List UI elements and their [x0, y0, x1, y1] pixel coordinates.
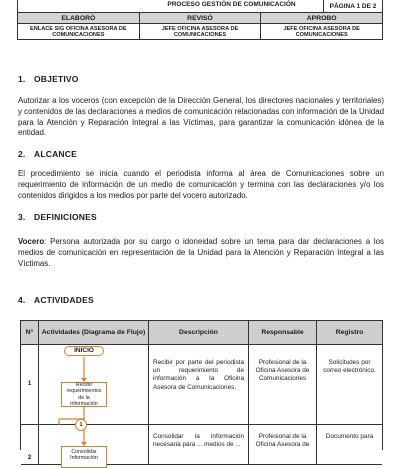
section-title-objetivo: 1. OBJETIVO [18, 74, 79, 84]
flow-connector-circle: 1 [75, 419, 87, 431]
section-title-definiciones: 3. DEFINICIONES [18, 212, 97, 222]
header-title-row [18, 0, 382, 13]
alcance-text: El procedimiento se inicia cuando el periodista informa al área de Comunicaciones sobre un requerimiento de información de un medio de comunicación y termina con las declaraciones y/o los contenidos dirigidos a los medios por parte del vocero autorizado. [18, 169, 384, 200]
process-name: PROCESO GESTIÓN DE COMUNICACIÓN [167, 1, 296, 8]
col-header-record: Registro [335, 328, 364, 336]
col-header-activities: Actividades (Diagrama de Flujo) [39, 321, 149, 344]
header-col-reviso: REVISÓ [140, 13, 262, 23]
row-responsible: Profesional de la Oficina Asesora de Comunicaciones [249, 345, 317, 424]
flow-step-box: Consolidar Información [61, 446, 107, 468]
definition-term: Vocero [18, 237, 45, 246]
page-indicator: PÁGINA 1 DE 2 [323, 0, 382, 12]
header-col-elaboro: ELABORÓ [18, 13, 140, 23]
section-title-actividades: 4. ACTIVIDADES [18, 295, 94, 305]
flow-cell [39, 345, 149, 424]
header-roles-row [18, 13, 382, 24]
table-header-row [21, 321, 382, 345]
header-col-aprobo: APROBO [306, 15, 337, 22]
row-number: 1 [21, 345, 39, 424]
flow-step-box: Recibir requerimientos de la información [61, 382, 107, 407]
row-record: Solicitudes por correo electrónico. [323, 359, 376, 375]
document-header [17, 0, 383, 40]
row-record: Documento para [325, 433, 374, 440]
row-description: Recibir por parte del periodista un requerimiento de información a la Oficina Asesora de Comunicaciones. [149, 345, 249, 424]
col-header-responsible: Responsable [249, 321, 317, 344]
definiciones-text [18, 237, 384, 269]
activities-table [20, 320, 383, 462]
header-value-aprobo: JEFE OFICINA ASESORA DE COMUNICACIONES [283, 25, 360, 39]
col-header-num: N° [21, 321, 39, 344]
flow-start-terminal: INICIO [64, 346, 104, 356]
flow-cell [39, 422, 149, 464]
col-header-description: Descripción [149, 321, 249, 344]
table-row [21, 345, 382, 425]
definition-body: : Persona autorizada por su cargo o idoneidad sobre un tema para dar declaraciones a los medios de comunicación en representación de la Unidad para la Atención y Reparación Integral a las Víctimas. [18, 237, 384, 268]
row-responsible: Profesional de la Oficina Asesora de [249, 425, 317, 464]
header-value-reviso: JEFE OFICINA ASESORA DE COMUNICACIONES [140, 24, 262, 39]
objetivo-text: Autorizar a los voceros (con excepción de la Dirección General, los directores nacionales y territoriales) y contenidos de las declaraciones a medios de comunicación relacionadas con información de la Unidad para la Atención y Reparación Integral a las Víctimas, para garantizar la comunicación idónea de la entidad. [18, 96, 384, 138]
row-description: Consolidar la información necesaria para ... medios de ... [149, 425, 249, 464]
table-row [21, 422, 382, 465]
header-values-row [18, 24, 382, 40]
row-number: 2 [21, 425, 39, 464]
header-value-elaboro: ENLACE SIG OFICINA ASESORA DE COMUNICACIONES [18, 24, 140, 39]
section-title-alcance: 2. ALCANCE [18, 149, 77, 159]
